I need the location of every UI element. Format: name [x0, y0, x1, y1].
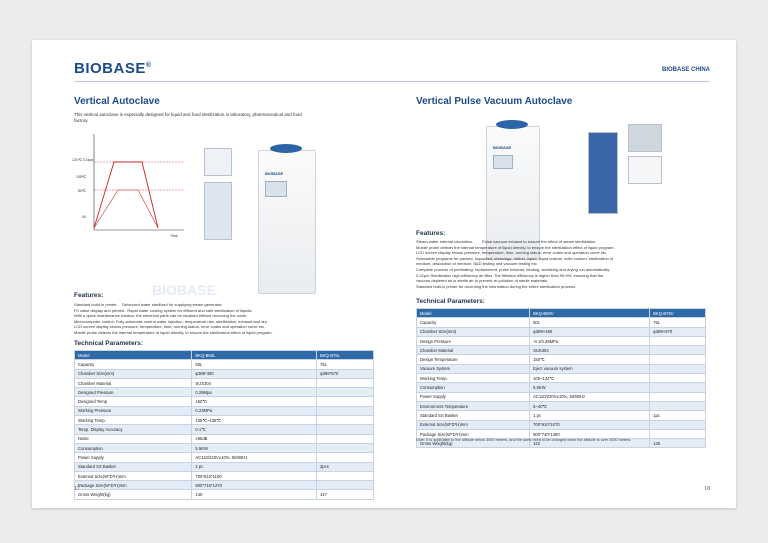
left-title: Vertical Autoclave	[74, 96, 160, 107]
feature-item: vacuum-depleted air is sterile air to prevent re-pollution of sterile materials.	[416, 278, 549, 284]
table-cell: Noise	[75, 434, 192, 443]
table-cell: Model	[75, 351, 192, 360]
table-cell: AC110/220V±10%, 50/60Hz	[192, 453, 317, 462]
table-cell: External Size(W*D*H)mm	[75, 471, 192, 480]
machine-screen	[493, 155, 513, 169]
feature-item: With a quick maintenance window, the electrical parts can be repaired without removing the cover.	[74, 313, 248, 319]
table-cell: Chamber Material	[75, 378, 192, 387]
lcd-panel-photo	[588, 132, 618, 214]
table-cell: 5~40℃	[530, 401, 650, 410]
table-cell: Temp. Display Accuracy	[75, 425, 192, 434]
chart-label-40: 40	[82, 215, 86, 219]
table-cell: BKQ-B50V	[530, 309, 650, 318]
feature-item: Steam-water internal circulation.	[416, 239, 474, 244]
feature-item: Mobile probe detects the internal temperature of liquid directly, to ensure the sterilization effect of liquid program.	[74, 329, 273, 335]
table-cell: Consumption	[75, 443, 192, 452]
table-cell: Package Size(W*D*H)mm	[417, 429, 530, 438]
table-row	[75, 443, 374, 452]
table-cell: 1 pc	[530, 411, 650, 420]
table-cell: 700*610*1100	[192, 471, 317, 480]
table-cell	[650, 392, 706, 401]
table-cell: 800*740*1380	[530, 429, 650, 438]
table-cell: Environment Temperature	[417, 401, 530, 410]
table-cell	[316, 397, 373, 406]
table-cell: 75L	[650, 318, 706, 327]
chart-label-time: Time	[170, 234, 178, 238]
table-cell: Designed Pressure	[75, 388, 192, 397]
table-cell: Working Pressure	[75, 406, 192, 415]
table-cell: 5.5KW	[192, 443, 317, 452]
table-cell: Capacity	[417, 318, 530, 327]
feature-item: 0.22μm Sterilization high-efficiency air filter. The filtration efficiency is higher than 99.9%, ensuring that the	[416, 272, 604, 278]
table-cell: Design Pressure	[417, 336, 530, 345]
table-cell	[316, 378, 373, 387]
table-row	[417, 374, 706, 383]
feature-item: LCD screen display shows pressure, temperature, time, running status, error codes and operation curve etc.	[416, 250, 608, 256]
left-features	[74, 302, 374, 336]
table-cell: 0.1℃	[192, 425, 317, 434]
table-cell: Chamber Size(mm)	[417, 327, 530, 336]
table-cell: Power Supply	[75, 453, 192, 462]
table-row	[75, 397, 374, 406]
feature-item: Pulse vacuum exhaust to ensure the effect of steam sterilization.	[482, 239, 597, 244]
table-cell	[316, 434, 373, 443]
sterilization-curve-chart	[72, 128, 192, 240]
table-cell: Capacity	[75, 360, 192, 369]
table-cell: 0.28Mpa	[192, 388, 317, 397]
table-row	[75, 471, 374, 480]
table-cell	[316, 481, 373, 490]
table-cell	[316, 416, 373, 425]
table-cell: Standard SS Basket	[75, 462, 192, 471]
machine-screen	[265, 181, 287, 197]
table-cell	[650, 346, 706, 355]
feature-item: F0 value display and printed.	[74, 307, 126, 313]
chart-label-105: 105℃	[76, 175, 86, 179]
table-row	[75, 406, 374, 415]
feature-item: Rapid water cooling system for efficient and safe sterilization of liquids.	[127, 307, 253, 313]
table-cell	[650, 336, 706, 345]
table-cell	[316, 425, 373, 434]
table-cell: Gross Weight(kg)	[75, 490, 192, 499]
control-panel-photo	[204, 148, 232, 176]
table-cell: φ386×670	[650, 327, 706, 336]
left-spec-table	[74, 350, 374, 500]
machine-lid-wheel	[270, 144, 302, 153]
feature-item: Microcomputer control: Fully automatic control water injection, temperature rise, sterilization, exhaust and dry.	[74, 318, 268, 324]
feature-item: Standard built-in printer for recording the information during the entire sterilization process.	[416, 283, 577, 289]
table-row	[417, 318, 706, 327]
table-row	[75, 481, 374, 490]
table-cell: 150℃	[530, 355, 650, 364]
table-row	[75, 425, 374, 434]
table-header-row	[75, 351, 374, 360]
table-cell: 800*715*1270	[192, 481, 317, 490]
table-cell: 145	[650, 439, 706, 448]
feature-item: medium, dissolution of medium, B&D testing and vacuum testing etc.	[416, 261, 538, 267]
table-cell: φ386×460	[530, 327, 650, 336]
page-number-left: 17	[74, 486, 80, 492]
table-cell: SUS304	[192, 378, 317, 387]
table-row	[75, 360, 374, 369]
machine-label: BIOBASE	[265, 171, 284, 176]
feature-item: Complete process of preheating, replacement, pulse exhaust, heating, sterilizing and drying run automatically.	[416, 266, 611, 272]
table-cell: φ386*460	[192, 369, 317, 378]
table-cell: 0.23MPa	[192, 406, 317, 415]
table-cell: 142	[530, 439, 650, 448]
table-cell: 105℃~138℃	[192, 416, 317, 425]
table-row	[417, 392, 706, 401]
table-cell: 147	[316, 490, 373, 499]
table-row	[75, 369, 374, 378]
table-cell: 5.5KW	[530, 383, 650, 392]
table-cell: Working Temp.	[75, 416, 192, 425]
table-cell: 105~134℃	[530, 374, 650, 383]
table-row	[75, 453, 374, 462]
table-cell	[316, 471, 373, 480]
table-row	[417, 383, 706, 392]
table-cell	[316, 443, 373, 452]
brand-right: BIOBASE CHINA	[661, 67, 710, 73]
table-cell: Vacuum System	[417, 364, 530, 373]
table-cell: 700*610*1070	[530, 420, 650, 429]
feature-item: Deionized water sterilized for supplying steam generator.	[122, 302, 223, 307]
right-spec-table	[416, 308, 706, 448]
vertical-autoclave-photo	[258, 150, 316, 294]
table-cell: Chamber Material	[417, 346, 530, 355]
table-cell	[650, 355, 706, 364]
table-cell: 140	[192, 490, 317, 499]
table-cell: φ386*670	[316, 369, 373, 378]
table-cell: AC110/220V±10%, 50/60Hz	[530, 392, 650, 401]
chart-label-121: 121℃ 0.1kpa	[72, 158, 94, 162]
machine-lid-wheel	[496, 120, 528, 129]
right-params-heading: Technical Parameters:	[416, 298, 485, 305]
table-cell: 50L	[530, 318, 650, 327]
table-cell: BKQ-B50L	[192, 351, 317, 360]
table-cell: Chamber Size(mm)	[75, 369, 192, 378]
table-row	[417, 346, 706, 355]
table-row	[75, 378, 374, 387]
table-cell: Power Supply	[417, 392, 530, 401]
table-cell: Eject vacuum system	[530, 364, 650, 373]
left-intro: This vertical autoclave is especially designed for liquid and food sterilization in laboratory, pharmaceutical and food factory.	[74, 112, 302, 123]
altitude-note: Note: It is applicable to the altitude below 3000 meters, and the parts need to be changed when the altitude is over 2000 meters.	[416, 438, 632, 442]
catalog-spread	[32, 40, 736, 508]
table-cell: 75L	[316, 360, 373, 369]
feature-item: Selectable programs for packed, unpacked, dressings, rubber, liquid, liquid custom, solid custom, sterilization of	[416, 255, 614, 261]
table-row	[75, 388, 374, 397]
left-features-heading: Features:	[74, 292, 104, 299]
table-cell: External Size(W*D*H)mm	[417, 420, 530, 429]
table-cell: Design Temperature	[417, 355, 530, 364]
chamber-photo	[628, 124, 662, 152]
lcd-screen-photo	[204, 182, 232, 240]
watermark: BIOBASE	[152, 282, 216, 298]
table-cell	[650, 364, 706, 373]
table-row	[75, 434, 374, 443]
table-cell	[316, 406, 373, 415]
table-cell: -0.1/0.28MPa	[530, 336, 650, 345]
table-cell	[650, 383, 706, 392]
table-cell: 2pcs	[316, 462, 373, 471]
table-row	[417, 355, 706, 364]
table-row	[417, 364, 706, 373]
feature-item: LCD screen display shows pressure, temperature, time, running status, error codes and operation curve etc.	[74, 324, 266, 330]
table-cell: ≥65dB	[192, 434, 317, 443]
table-cell: Designed Temp	[75, 397, 192, 406]
table-cell: Standard SS Basket	[417, 411, 530, 420]
left-params-heading: Technical Parameters:	[74, 340, 143, 347]
table-cell: BKQ-B75L	[316, 351, 373, 360]
table-cell	[650, 429, 706, 438]
right-features-heading: Features:	[416, 230, 446, 237]
chart-label-80: 80℃	[78, 189, 86, 193]
table-row	[417, 336, 706, 345]
table-cell: Package Size(W*D*H)mm	[75, 481, 192, 490]
machine-label: BIOBASE	[493, 145, 512, 150]
table-cell: 50L	[192, 360, 317, 369]
table-cell	[650, 420, 706, 429]
table-row	[417, 420, 706, 429]
filter-photo	[628, 156, 662, 184]
table-cell: 150℃	[192, 397, 317, 406]
right-features	[416, 239, 716, 289]
feature-item: Mobile probe detects the internal temperature of liquid directly, to ensure the sterilization effect of liquid program.	[416, 244, 615, 250]
table-cell	[316, 388, 373, 397]
table-cell: 1 pc	[192, 462, 317, 471]
table-cell: Gross Weight(kg)	[417, 439, 530, 448]
table-row	[75, 462, 374, 471]
table-row	[417, 411, 706, 420]
table-row	[75, 416, 374, 425]
table-row	[75, 490, 374, 499]
table-cell: BKQ-B75V	[650, 309, 706, 318]
page-number-right: 18	[704, 486, 710, 492]
feature-item: Standard build-in printer.	[74, 302, 118, 307]
table-cell	[650, 401, 706, 410]
table-cell: Working Temp.	[417, 374, 530, 383]
table-cell: SUS304	[530, 346, 650, 355]
brand-logo: BIOBASE®	[74, 60, 152, 77]
table-row	[417, 327, 706, 336]
table-row	[417, 401, 706, 410]
table-cell: Model	[417, 309, 530, 318]
right-title: Vertical Pulse Vacuum Autoclave	[416, 96, 573, 107]
header-rule	[74, 81, 710, 82]
table-cell	[316, 453, 373, 462]
table-header-row	[417, 309, 706, 318]
table-cell: 1pc	[650, 411, 706, 420]
table-cell	[650, 374, 706, 383]
table-cell: Consumption	[417, 383, 530, 392]
